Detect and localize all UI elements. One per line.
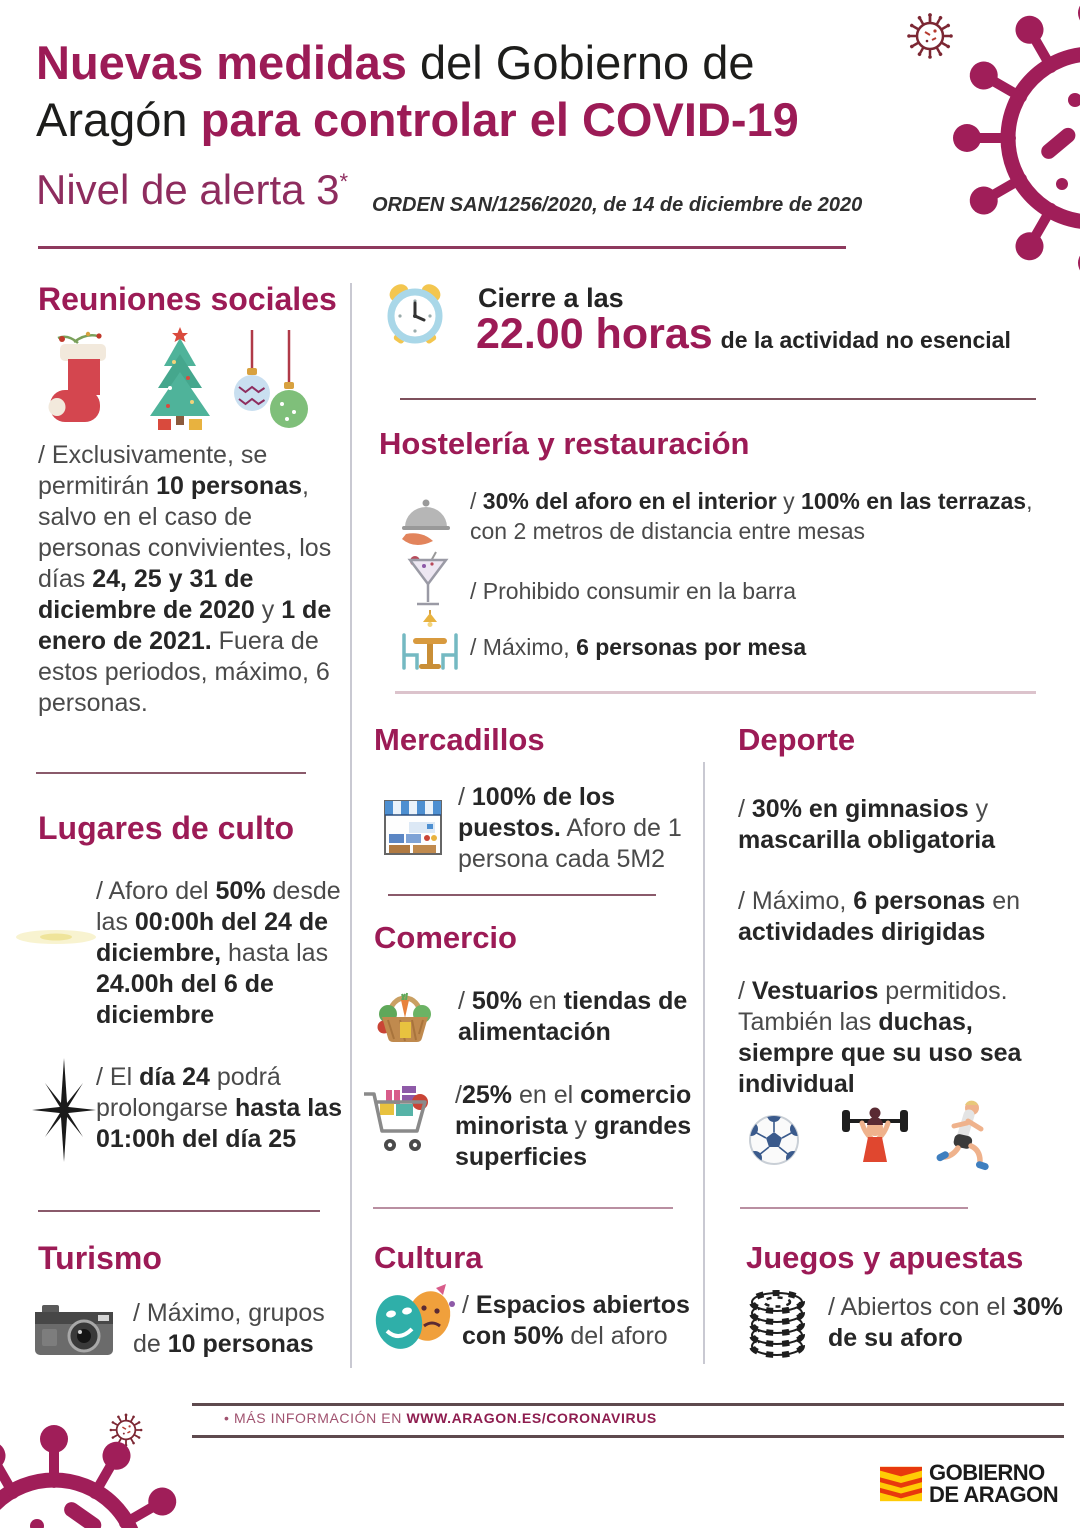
footer-divider-top — [192, 1403, 1064, 1406]
text-segment: tiendas de alimentación — [458, 987, 688, 1046]
juegos-divider — [740, 1207, 968, 1209]
vertical-divider-middle — [703, 762, 705, 1364]
text-segment: 50% — [471, 987, 522, 1015]
poker-chips-icon — [748, 1286, 806, 1358]
title-line-1 — [36, 34, 799, 91]
section-heading-culto: Lugares de culto — [38, 810, 295, 846]
text-segment: 00:00h del 24 de diciembre, — [96, 908, 329, 967]
mercadillos-divider — [388, 894, 656, 896]
hosteleria-item-3 — [470, 632, 1030, 662]
theater-masks-icon — [372, 1284, 458, 1354]
text-segment: 10 personas — [167, 1330, 314, 1358]
virus-large-top-icon — [942, 0, 1080, 288]
market-stall-icon — [383, 798, 443, 856]
text-segment: 100% en las terrazas — [801, 488, 1027, 514]
text-segment: grandes superficies — [455, 1112, 692, 1171]
comercio-item-2 — [455, 1080, 713, 1173]
culto-item-2 — [96, 1062, 346, 1155]
virus-large-bottom-icon — [0, 1414, 204, 1528]
text-segment: / — [458, 783, 472, 811]
text-segment: 10 personas — [156, 472, 303, 500]
text-segment: Aragón — [36, 93, 201, 146]
section-heading-mercadillos: Mercadillos — [374, 722, 545, 757]
text-segment: / — [458, 987, 472, 1015]
section-heading-reuniones: Reuniones sociales — [38, 281, 337, 317]
alarm-clock-icon — [383, 281, 447, 347]
text-segment: duchas, siempre que su uso sea individual — [738, 1008, 1022, 1098]
hosteleria-divider — [395, 691, 1036, 694]
closure-time: 22.00 horas — [476, 310, 713, 358]
text-segment: / — [738, 977, 752, 1005]
text-segment: mascarilla obligatoria — [738, 826, 996, 854]
stocking-icon — [44, 330, 122, 432]
footer-divider-bottom — [192, 1435, 1064, 1438]
text-segment: y — [776, 488, 802, 514]
deporte-item-1 — [738, 794, 1053, 856]
text-segment: / Aforo del — [96, 877, 216, 905]
text-segment: 24, 25 y 31 de diciembre de 2020 — [38, 565, 255, 624]
alert-level — [36, 166, 348, 214]
text-segment: y — [254, 596, 282, 624]
section-heading-deporte: Deporte — [738, 722, 856, 757]
footer-bullet: • — [224, 1410, 230, 1426]
text-segment: / Prohibido consumir en la barra — [470, 578, 796, 604]
text-segment: Espacios abiertos con 50% — [462, 1291, 690, 1350]
text-segment: / Máximo, — [738, 887, 854, 915]
ornaments-icon — [232, 330, 310, 432]
logo-text — [929, 1462, 1058, 1506]
footer-info-prefix: MÁS INFORMACIÓN EN — [234, 1410, 407, 1426]
reuniones-text — [38, 440, 338, 719]
hosteleria-item-1 — [470, 486, 1050, 546]
mercadillos-item — [458, 782, 710, 875]
text-segment: 30% del aforo en el interior — [482, 488, 777, 514]
light-glow-icon — [14, 922, 98, 952]
text-segment: Nivel de alerta 3 — [36, 166, 340, 213]
text-segment: hasta las — [221, 939, 329, 967]
closure-detail: de la actividad no esencial — [720, 327, 1011, 353]
juegos-item — [828, 1292, 1063, 1354]
text-segment: permitidos. También las — [738, 977, 1008, 1036]
text-segment: 100% de los puestos. — [458, 783, 616, 842]
left-divider-2 — [38, 1210, 320, 1212]
logo-line-2: DE ARAGON — [929, 1482, 1059, 1507]
text-segment: 6 personas por mesa — [576, 634, 807, 660]
weightlifting-icon — [840, 1104, 910, 1170]
deporte-item-2 — [738, 886, 1053, 948]
comercio-item-1 — [458, 986, 716, 1048]
text-segment: del Gobierno de — [406, 36, 755, 89]
text-segment: actividades dirigidas — [738, 918, 986, 946]
text-segment: / Abiertos con el — [828, 1293, 1013, 1321]
order-reference: ORDEN SAN/1256/2020, de 14 de diciembre de 2020 — [372, 194, 863, 216]
text-segment: / Exclusivamente, se permitirán — [38, 441, 268, 500]
text-segment: desde las — [96, 877, 341, 936]
text-segment: / — [455, 1081, 462, 1109]
left-divider-1 — [36, 772, 306, 774]
page-title — [36, 34, 799, 148]
text-segment: , con 2 metros de distancia entre mesas — [470, 488, 1033, 544]
footer-info — [224, 1410, 657, 1426]
aragon-flag-icon — [880, 1466, 922, 1502]
deporte-item-3 — [738, 976, 1058, 1100]
grocery-basket-icon — [374, 984, 436, 1044]
section-heading-juegos: Juegos y apuestas — [746, 1240, 1024, 1275]
text-segment: para controlar el COVID-19 — [200, 93, 799, 146]
text-segment: , salvo en el caso de personas convivientes, los días — [38, 472, 332, 593]
text-segment: 30% de su aforo — [828, 1293, 1063, 1352]
text-segment: 6 personas — [853, 887, 986, 915]
text-segment: podrá prolongarse — [96, 1063, 281, 1122]
cultura-item — [462, 1290, 722, 1352]
turismo-item — [133, 1298, 348, 1360]
text-segment: día 24 — [139, 1063, 210, 1091]
soccer-ball-icon — [748, 1114, 800, 1166]
header-divider — [38, 246, 846, 249]
culto-item-1 — [96, 876, 346, 1031]
alert-asterisk: * — [339, 169, 349, 194]
text-segment: Nuevas medidas — [36, 36, 407, 89]
christmas-tree-icon — [134, 326, 226, 434]
text-segment: / — [470, 488, 483, 514]
text-segment: y — [968, 795, 989, 823]
running-icon — [934, 1098, 992, 1178]
cultura-divider — [373, 1207, 673, 1209]
text-segment: 50% — [215, 877, 266, 905]
text-segment: 25% — [461, 1081, 512, 1109]
closure-intro: Cierre a las — [478, 283, 624, 313]
vertical-divider-left — [350, 283, 352, 1368]
section-heading-comercio: Comercio — [374, 920, 517, 955]
shopping-cart-icon — [362, 1082, 438, 1160]
text-segment: / El — [96, 1063, 140, 1091]
title-line-2 — [36, 91, 799, 148]
text-segment: / — [462, 1291, 476, 1319]
text-segment: 1 de enero de 2021. — [38, 596, 332, 655]
footer-info-url[interactable]: WWW.ARAGON.ES/CORONAVIRUS — [406, 1410, 657, 1426]
text-segment: y — [567, 1112, 594, 1140]
text-segment: del aforo — [563, 1322, 668, 1350]
text-segment: comercio minorista — [455, 1081, 692, 1140]
logo-line-1: GOBIERNO — [929, 1460, 1045, 1485]
bethlehem-star-icon — [32, 1058, 96, 1162]
text-segment: en el — [512, 1081, 581, 1109]
section-heading-cultura: Cultura — [374, 1240, 483, 1275]
text-segment: / — [738, 795, 752, 823]
text-segment: 30% en gimnasios — [751, 795, 969, 823]
hosteleria-item-2 — [470, 576, 1030, 606]
cocktail-icon — [406, 550, 450, 612]
text-segment: hasta las 01:00h del día 25 — [96, 1094, 342, 1153]
closure-divider — [400, 398, 1036, 400]
table-chairs-icon — [397, 610, 463, 674]
text-segment: en — [985, 887, 1021, 915]
text-segment: Fuera de estos periodos, máximo, 6 personas. — [38, 627, 330, 717]
text-segment: 24.00h del 6 de diciembre — [96, 970, 274, 1029]
closure-time-row — [476, 310, 1011, 359]
text-segment: Vestuarios — [751, 977, 879, 1005]
camera-icon — [34, 1303, 114, 1357]
section-heading-turismo: Turismo — [38, 1240, 162, 1276]
cloche-icon — [400, 490, 452, 546]
text-segment: / Máximo, — [470, 634, 577, 660]
text-segment: en — [521, 987, 564, 1015]
gobierno-aragon-logo — [880, 1462, 1058, 1506]
section-heading-hosteleria: Hostelería y restauración — [379, 426, 750, 461]
text-segment: / Máximo, grupos de — [133, 1299, 325, 1358]
text-segment: Aforo de 1 persona cada 5M2 — [458, 814, 682, 873]
